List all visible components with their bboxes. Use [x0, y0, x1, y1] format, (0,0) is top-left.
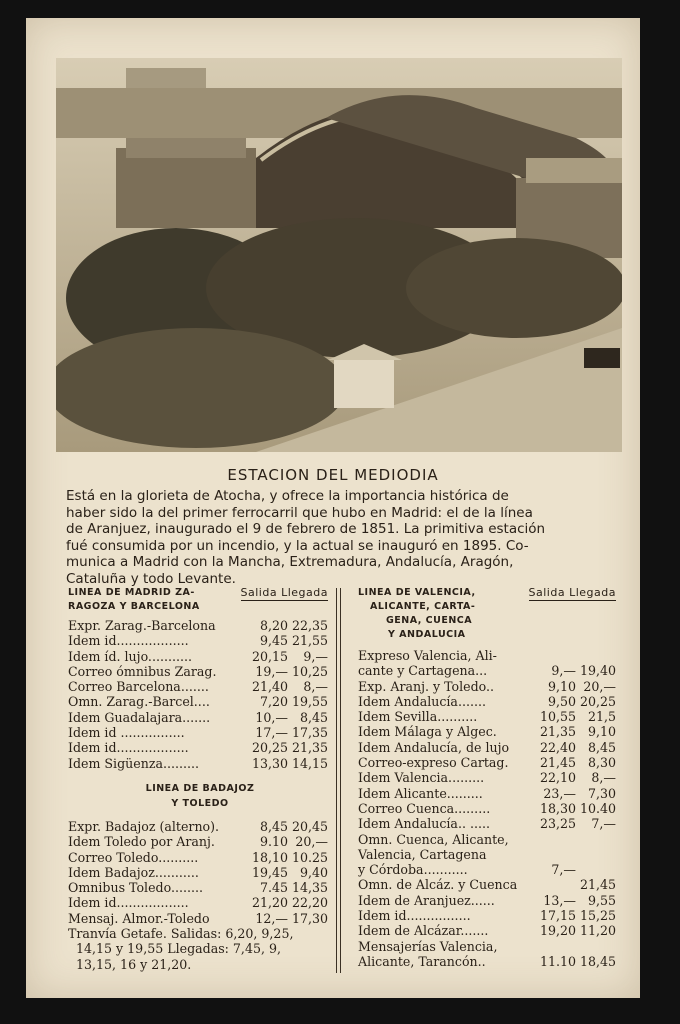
- arrival-time: 18,45: [579, 953, 616, 969]
- arrival-time: 9,10: [587, 724, 616, 740]
- departure-time: 12,—: [255, 910, 288, 926]
- train-name: Omn. Cuenca, Alicante,: [358, 831, 509, 847]
- table-row: [358, 663, 620, 678]
- arrival-time: 22,35: [291, 618, 328, 633]
- table-row: [68, 834, 332, 849]
- departure-time: 19,—: [255, 663, 288, 679]
- departure-time: 21,35: [539, 724, 576, 740]
- intro-line: haber sido la del primer ferrocarril que hubo en Madrid: el de la línea: [66, 504, 533, 521]
- table-row: [358, 908, 620, 923]
- timetable-rows: [68, 618, 332, 771]
- table-row: [68, 740, 332, 755]
- departure-time: 9,45: [259, 633, 288, 649]
- train-name: Idem id ................: [68, 725, 185, 741]
- departure-time: 10,55: [539, 709, 576, 725]
- note-line: 14,15 y 19,55 Llegadas: 7,45, 9,: [76, 941, 281, 957]
- train-name: Idem Andalucía.......: [358, 693, 486, 709]
- departure-time: 9,—: [551, 663, 576, 679]
- departure-time: 17,—: [255, 725, 288, 741]
- section-title: LINEA DE VALENCIA,: [358, 587, 476, 598]
- column-headings: Salida Llegada: [528, 586, 616, 599]
- arrival-time: 9,40: [299, 864, 328, 880]
- departure-time: 7,—: [551, 862, 576, 878]
- train-name: Omn. Zarag.-Barcel....: [68, 694, 210, 710]
- timetable-rows: [358, 648, 620, 969]
- arrival-time: 17,35: [291, 725, 328, 741]
- section-header: [358, 586, 620, 648]
- arrival-time: 20,—: [583, 678, 616, 694]
- arrival-time: 11,20: [579, 923, 616, 939]
- train-name: Idem id................: [358, 908, 471, 924]
- train-name: Idem Guadalajara.......: [68, 709, 211, 725]
- section-title: GENA, CUENCA: [386, 615, 473, 626]
- arrival-time: 20,—: [295, 834, 328, 850]
- table-row: [358, 954, 620, 969]
- departure-time: 22,10: [539, 770, 576, 786]
- intro-line: fué consumida por un incendio, y la actual se inauguró en 1895. Co-: [66, 537, 529, 554]
- departure-time: 18,10: [251, 849, 288, 865]
- arrival-time: 19,55: [291, 694, 328, 710]
- train-name: Idem Badajoz...........: [68, 864, 199, 880]
- train-name: Idem id..................: [68, 633, 189, 649]
- departure-time: 7.45: [259, 880, 288, 896]
- madrid-zaragoza-timetable: [68, 586, 332, 972]
- arrival-time: 10,25: [291, 663, 328, 679]
- arrival-time: 17,30: [291, 910, 328, 926]
- departure-time: 23,25: [539, 816, 576, 832]
- arrival-time: 8,45: [299, 709, 328, 725]
- intro-line: Está en la glorieta de Atocha, y ofrece la importancia histórica de: [66, 488, 509, 504]
- table-row: [358, 877, 620, 892]
- section-header: [68, 586, 332, 618]
- arrival-time: 21,35: [291, 740, 328, 756]
- departure-time: 17,15: [539, 908, 576, 924]
- table-row: [68, 710, 332, 725]
- train-name: Expreso Valencia, Ali-: [358, 648, 497, 663]
- train-name: Valencia, Cartagena: [358, 846, 487, 862]
- arrival-time: 8,30: [587, 755, 616, 771]
- departure-time: 9,50: [547, 693, 576, 709]
- arrival-time: 22,20: [291, 895, 328, 911]
- arrival-time: 19,40: [579, 663, 616, 679]
- arrival-time: 9,55: [587, 892, 616, 908]
- table-row: [68, 664, 332, 679]
- arrival-time: 10.25: [291, 849, 328, 865]
- table-row: [68, 880, 332, 895]
- table-row: [68, 725, 332, 740]
- table-row: [68, 633, 332, 648]
- section-title: Y ANDALUCIA: [388, 629, 466, 640]
- table-row: [68, 756, 332, 771]
- train-name: Expr. Badajoz (alterno).: [68, 818, 220, 834]
- train-name: Correo ómnibus Zarag.: [68, 663, 217, 679]
- arrival-time: 14,15: [291, 755, 328, 771]
- table-row: [358, 816, 620, 831]
- table-row: [358, 755, 620, 770]
- departure-time: 8,20: [259, 618, 288, 633]
- note-line: Tranvía Getafe. Salidas: 6,20, 9,25,: [68, 926, 294, 942]
- departure-time: 19,20: [539, 923, 576, 939]
- train-name: Exp. Aranj. y Toledo..: [358, 678, 495, 694]
- train-name: Alicante, Tarancón..: [358, 953, 486, 969]
- train-name: Idem id..................: [68, 740, 189, 756]
- train-name: Idem Andalucía, de lujo: [358, 739, 510, 755]
- train-name: Mensaj. Almor.-Toledo: [68, 910, 210, 926]
- departure-time: 18,30: [539, 800, 576, 816]
- arrival-time: 7,—: [591, 816, 616, 832]
- table-row: [358, 786, 620, 801]
- train-name: Idem de Aranjuez......: [358, 892, 495, 908]
- note-line: 13,15, 16 y 21,20.: [76, 956, 192, 972]
- train-name: y Córdoba...........: [358, 862, 468, 878]
- table-row: [358, 923, 620, 938]
- arrival-time: 10.40: [579, 800, 616, 816]
- column-divider: [336, 588, 337, 973]
- section-title: Y TOLEDO: [171, 797, 229, 809]
- train-name: Correo Barcelona.......: [68, 679, 209, 695]
- table-row: [68, 649, 332, 664]
- intro-line: de Aranjuez, inaugurado el 9 de febrero de 1851. La primitiva estación: [66, 521, 546, 537]
- arrival-time: 8,—: [591, 770, 616, 786]
- departure-time: 11.10: [539, 953, 576, 969]
- intro-line: munica a Madrid con la Mancha, Extremadura, Andalucía, Aragón,: [66, 554, 514, 570]
- train-name: Omnibus Toledo........: [68, 880, 203, 896]
- table-row: [68, 850, 332, 865]
- train-name: Idem Sigüenza.........: [68, 755, 199, 771]
- arrival-time: 21,55: [291, 633, 328, 649]
- train-name: Idem Alicante.........: [358, 785, 483, 801]
- departure-time: 22,40: [539, 739, 576, 755]
- train-name: Idem Málaga y Algec.: [358, 724, 497, 740]
- column-headings: Salida Llegada: [240, 586, 328, 599]
- station-photo: [56, 58, 622, 452]
- train-name: Idem Valencia.........: [358, 770, 485, 786]
- departure-time: 7,20: [259, 694, 288, 710]
- table-row: [68, 679, 332, 694]
- departure-time: 9.10: [259, 834, 288, 850]
- arrival-time: 15,25: [579, 908, 616, 924]
- table-row: [358, 847, 620, 862]
- section-title: LINEA DE BADAJOZ: [145, 782, 255, 794]
- table-row: [358, 724, 620, 739]
- departure-time: 19,45: [251, 864, 288, 880]
- tram-note: [68, 926, 332, 972]
- table-row: [358, 709, 620, 724]
- table-row: [358, 862, 620, 877]
- table-row: [358, 679, 620, 694]
- table-row: [68, 819, 332, 834]
- table-row: [358, 893, 620, 908]
- train-name: Correo Toledo..........: [68, 849, 199, 865]
- arrival-time: 20,45: [291, 818, 328, 834]
- arrival-time: 21,5: [587, 709, 616, 725]
- column-divider: [340, 588, 341, 973]
- arrival-time: 8,—: [303, 679, 328, 695]
- table-row: [68, 694, 332, 709]
- table-row: [358, 694, 620, 709]
- intro-line: Cataluña y todo Levante.: [66, 570, 236, 587]
- table-row: [358, 770, 620, 785]
- departure-time: 10,—: [255, 709, 288, 725]
- section-title: LINEA DE MADRID ZA-: [68, 587, 195, 598]
- train-name: cante y Cartagena...: [358, 663, 488, 679]
- train-name: Correo Cuenca.........: [358, 800, 491, 816]
- train-name: Correo-expreso Cartag.: [358, 755, 509, 771]
- section-title: RAGOZA Y BARCELONA: [68, 601, 200, 612]
- arrival-time: 20,25: [579, 693, 616, 709]
- table-row: [358, 801, 620, 816]
- departure-time: 13,—: [543, 892, 576, 908]
- arrival-time: 9,—: [303, 648, 328, 664]
- arrival-time: 7,30: [587, 785, 616, 801]
- table-row: [68, 865, 332, 880]
- departure-time: 8,45: [259, 818, 288, 834]
- table-row: [68, 911, 332, 926]
- departure-time: 20,25: [251, 740, 288, 756]
- arrival-time: 14,35: [291, 880, 328, 896]
- train-name: Idem de Alcázar.......: [358, 923, 489, 939]
- departure-time: 23,—: [543, 785, 576, 801]
- train-name: Idem Toledo por Aranj.: [68, 834, 215, 850]
- train-name: Idem id..................: [68, 895, 189, 911]
- departure-time: 21,45: [539, 755, 576, 771]
- train-name: Idem íd. lujo...........: [68, 648, 192, 664]
- departure-time: 9,10: [547, 678, 576, 694]
- arrival-time: 8,45: [587, 739, 616, 755]
- table-row: [358, 740, 620, 755]
- arrival-time: 21,45: [579, 877, 616, 893]
- train-name: Idem Sevilla..........: [358, 709, 478, 725]
- section-title: ALICANTE, CARTA-: [370, 601, 476, 612]
- train-name: Idem Andalucía.. .....: [358, 816, 490, 832]
- table-row: [358, 939, 620, 954]
- departure-time: 13,30: [251, 755, 288, 771]
- departure-time: 21,40: [251, 679, 288, 695]
- table-row: [68, 895, 332, 910]
- train-name: Expr. Zarag.-Barcelona: [68, 618, 216, 633]
- section-header: [68, 781, 332, 811]
- table-row: [68, 618, 332, 633]
- departure-time: 20,15: [251, 648, 288, 664]
- train-name: Omn. de Alcáz. y Cuenca: [358, 877, 518, 893]
- intro-paragraph: [66, 488, 618, 587]
- train-name: Mensajerías Valencia,: [358, 938, 498, 954]
- page-title: ESTACION DEL MEDIODIA: [227, 466, 439, 484]
- valencia-andalucia-timetable: [358, 586, 620, 969]
- table-row: [358, 832, 620, 847]
- timetable-rows: [68, 819, 332, 926]
- departure-time: 21,20: [251, 895, 288, 911]
- table-row: [358, 648, 620, 663]
- postcard: [26, 18, 640, 998]
